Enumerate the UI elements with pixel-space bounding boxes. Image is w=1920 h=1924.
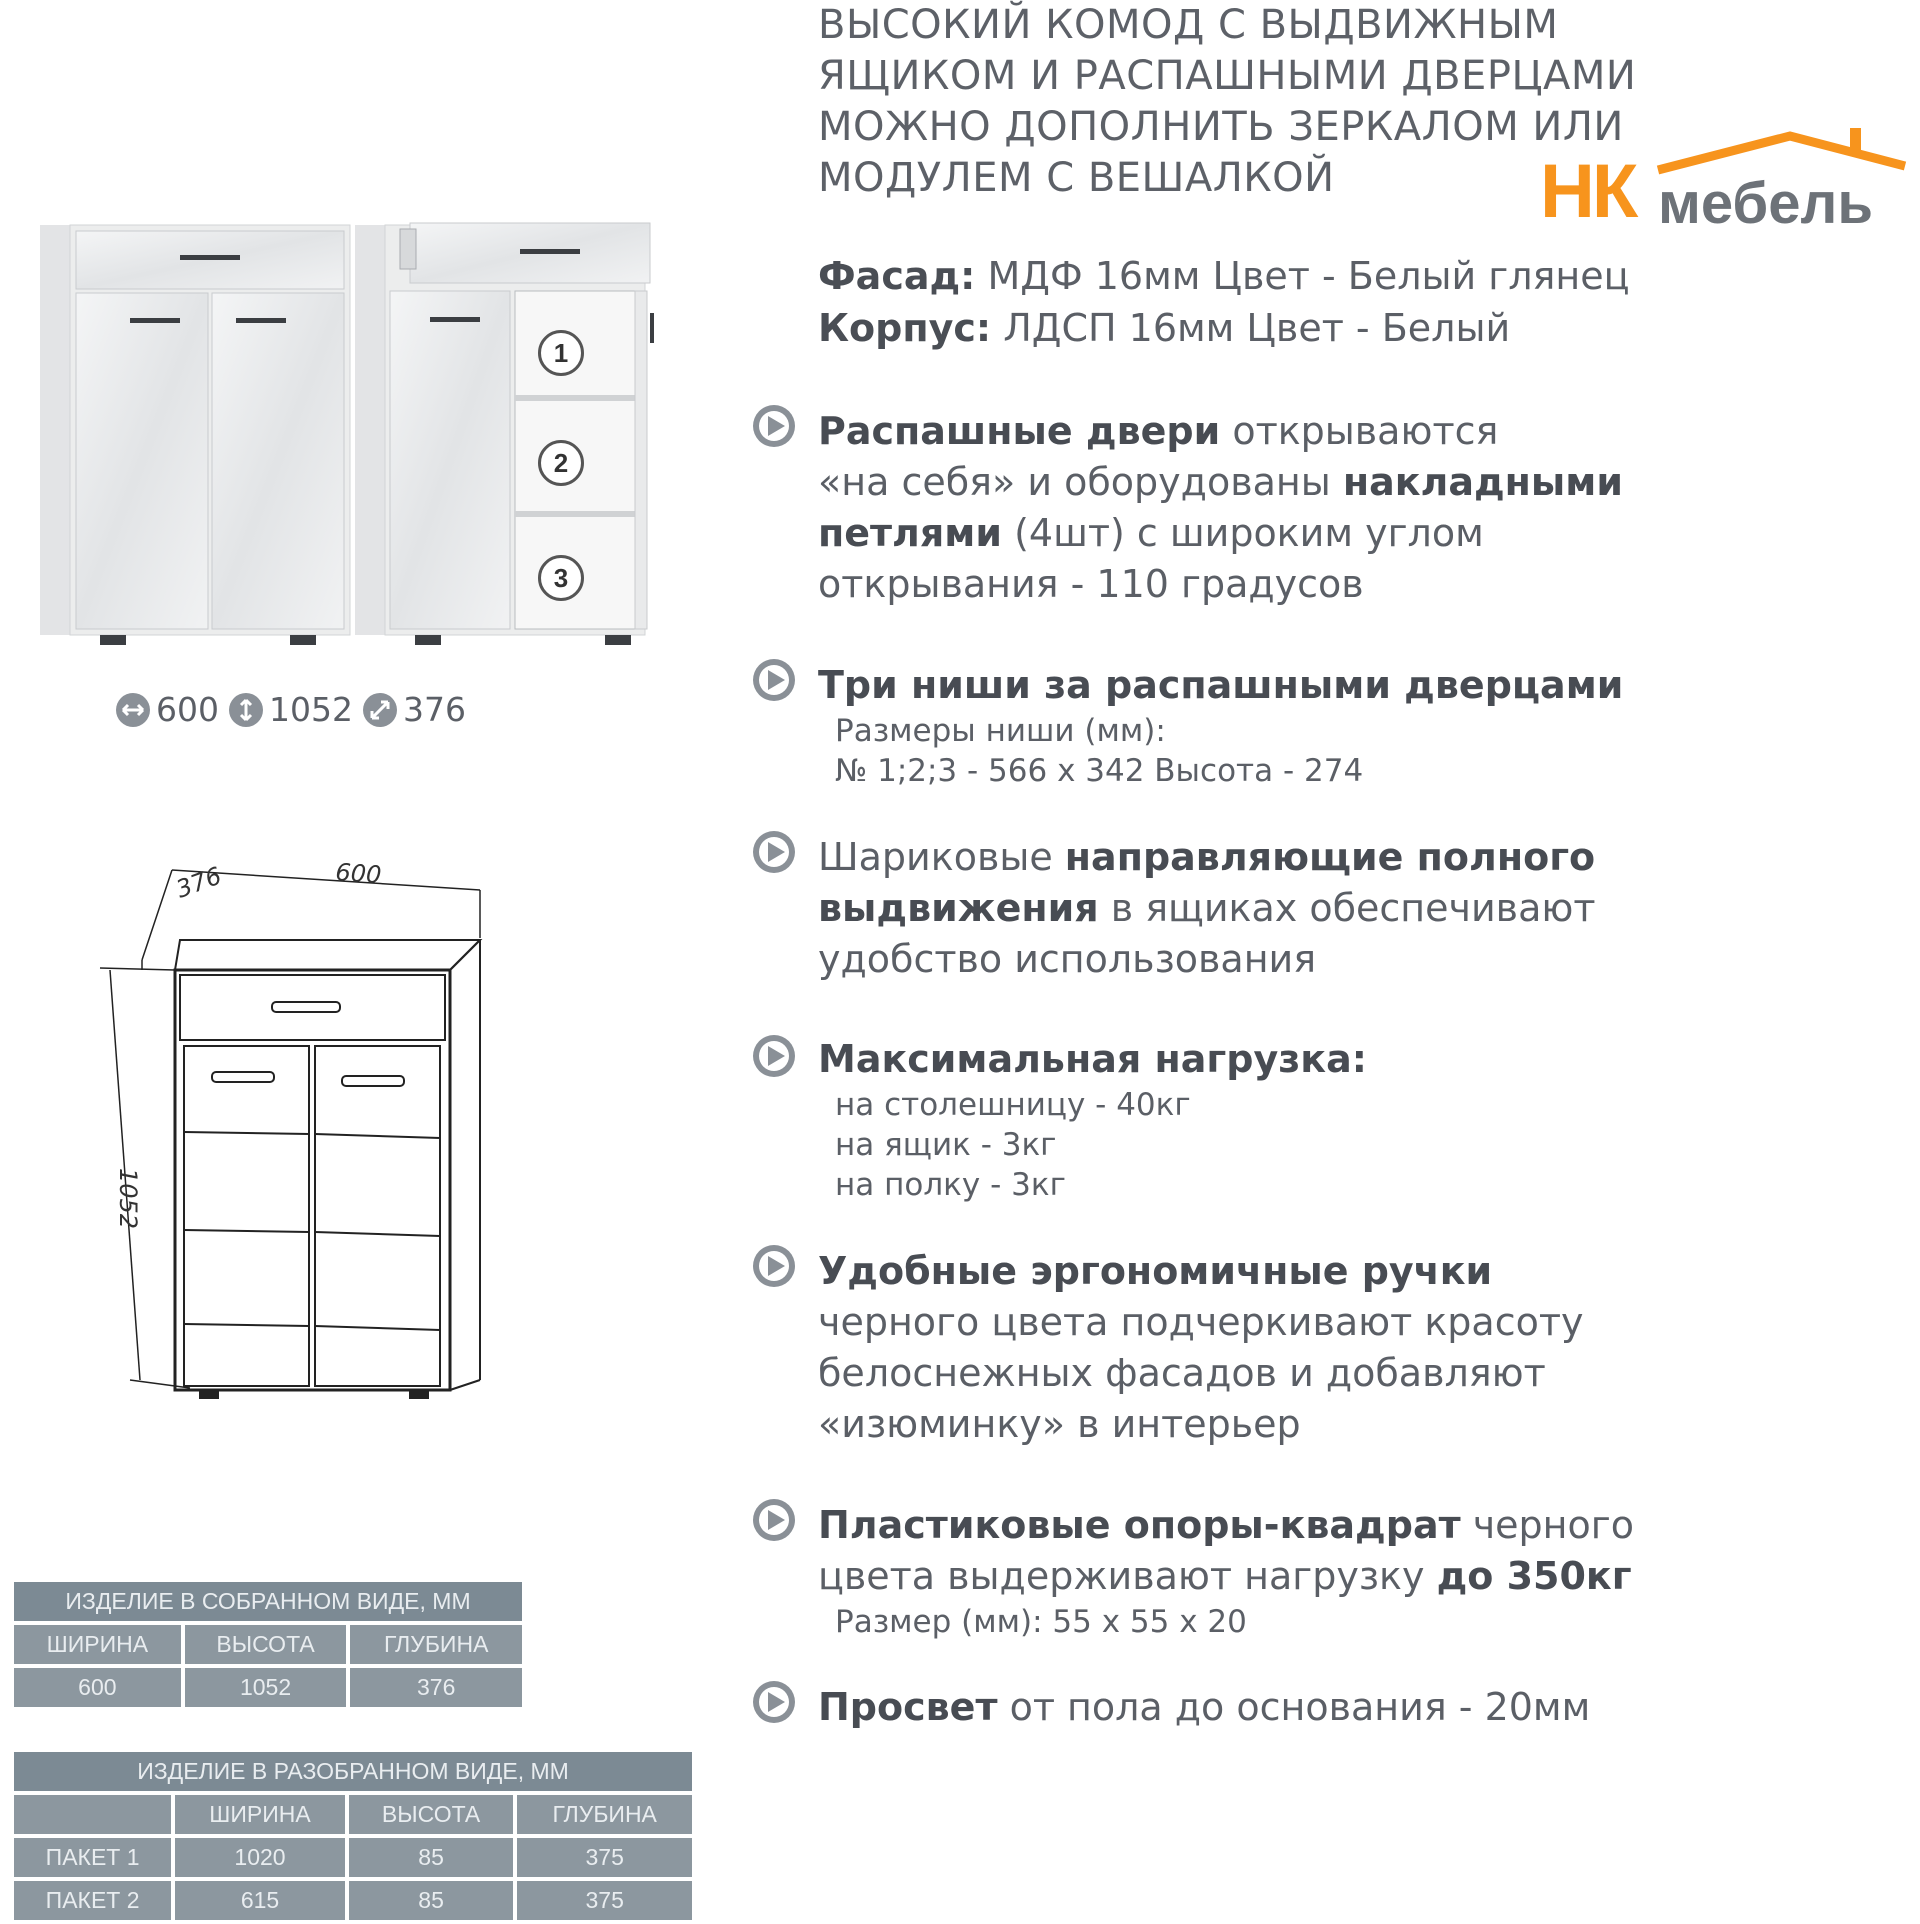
niche-badge: 1 <box>538 330 584 376</box>
feature-text: (4шт) с широким углом <box>1001 511 1484 555</box>
body-spec <box>818 306 1718 350</box>
cabinet-open <box>355 223 654 645</box>
facade-label: Фасад: <box>818 254 976 298</box>
dim-height: 1052 <box>269 690 353 729</box>
facade-value: МДФ 16мм Цвет - Белый глянец <box>975 254 1630 298</box>
feature-bold: Удобные эргономичные ручки <box>818 1249 1493 1293</box>
feature-text: удобство использования <box>818 937 1317 981</box>
dimensions-row <box>116 690 476 729</box>
assembled-table <box>10 1578 526 1711</box>
intro-line: ВЫСОКИЙ КОМОД С ВЫДВИЖНЫМ <box>818 2 1559 48</box>
feature-subtext: № 1;2;3 - 566 х 342 Высота - 274 <box>835 753 1364 789</box>
table-header: ШИРИНА <box>14 1625 181 1664</box>
disassembled-title: ИЗДЕЛИЕ В РАЗОБРАННОМ ВИДЕ, ММ <box>14 1752 692 1791</box>
feature-bold: петлями <box>818 511 1002 555</box>
feature-rails <box>818 832 1698 985</box>
feature-bold: Распашные двери <box>818 409 1221 453</box>
table-cell: 1052 <box>185 1668 347 1707</box>
feature-text: открываются <box>1220 409 1499 453</box>
cabinet-closed <box>40 225 350 645</box>
play-bullet-icon <box>752 1680 796 1724</box>
feature-text: черного <box>1460 1503 1634 1547</box>
intro-line: ЯЩИКОМ И РАСПАШНЫМИ ДВЕРЦАМИ <box>818 53 1637 99</box>
depth-arrow-icon <box>363 693 397 727</box>
drawing-width-label: 600 <box>334 858 383 890</box>
feature-subtext: на столешницу - 40кг <box>835 1087 1191 1123</box>
feature-bold: выдвижения <box>818 886 1099 930</box>
table-cell: 375 <box>517 1881 692 1920</box>
feature-text: цвета выдерживают нагрузку <box>818 1554 1437 1598</box>
feature-bold: Просвет <box>818 1685 998 1729</box>
feature-text: Шариковые <box>818 835 1065 879</box>
feature-subtext: Размеры ниши (мм): <box>835 713 1166 749</box>
feature-text: открывания - 110 градусов <box>818 562 1364 606</box>
facade-spec <box>818 254 1718 298</box>
table-header: ГЛУБИНА <box>350 1625 522 1664</box>
feature-bold: Пластиковые опоры-квадрат <box>818 1503 1461 1547</box>
play-bullet-icon <box>752 658 796 702</box>
table-header: ГЛУБИНА <box>517 1795 692 1834</box>
technical-drawing <box>80 850 500 1430</box>
assembled-title: ИЗДЕЛИЕ В СОБРАННОМ ВИДЕ, ММ <box>14 1582 522 1621</box>
table-header: ШИРИНА <box>175 1795 345 1834</box>
play-bullet-icon <box>752 830 796 874</box>
table-cell: 85 <box>349 1881 514 1920</box>
table-cell: 1020 <box>175 1838 345 1877</box>
brand-logo <box>1540 128 1920 236</box>
table-cell: ПАКЕТ 2 <box>14 1881 171 1920</box>
play-bullet-icon <box>752 1034 796 1078</box>
table-cell: 376 <box>350 1668 522 1707</box>
feature-text: в ящиках обеспечивают <box>1098 886 1596 930</box>
feature-niches <box>818 660 1698 791</box>
feature-subtext: Размер (мм): 55 х 55 х 20 <box>835 1604 1247 1640</box>
feature-text: белоснежных фасадов и добавляют <box>818 1351 1546 1395</box>
feature-text: черного цвета подчеркивают красоту <box>818 1300 1584 1344</box>
disassembled-table <box>10 1748 696 1924</box>
feature-feet <box>818 1500 1698 1642</box>
feature-bold: Максимальная нагрузка: <box>818 1037 1367 1081</box>
table-cell: 375 <box>517 1838 692 1877</box>
feature-bold: направляющие полного <box>1064 835 1596 879</box>
intro-line: МОЖНО ДОПОЛНИТЬ ЗЕРКАЛОМ ИЛИ <box>818 104 1624 150</box>
feature-handles <box>818 1246 1698 1450</box>
table-cell: 600 <box>14 1668 181 1707</box>
dim-width: 600 <box>156 690 219 729</box>
drawing-depth-label: 376 <box>172 861 226 904</box>
table-cell: 615 <box>175 1881 345 1920</box>
feature-bold: Три ниши за распашными дверцами <box>818 663 1624 707</box>
table-cell: ПАКЕТ 1 <box>14 1838 171 1877</box>
feature-subtext: на полку - 3кг <box>835 1167 1066 1203</box>
table-header: ВЫСОТА <box>349 1795 514 1834</box>
table-row <box>14 1881 692 1920</box>
table-header: ВЫСОТА <box>185 1625 347 1664</box>
play-bullet-icon <box>752 1244 796 1288</box>
niche-badge: 2 <box>538 440 584 486</box>
body-label: Корпус: <box>818 306 992 350</box>
feature-bold: накладными <box>1342 460 1623 504</box>
niche-badge: 3 <box>538 555 584 601</box>
feature-clearance <box>818 1682 1698 1733</box>
intro-line: МОДУЛЕМ С ВЕШАЛКОЙ <box>818 155 1335 201</box>
table-cell: 85 <box>349 1838 514 1877</box>
feature-load <box>818 1034 1698 1205</box>
width-arrow-icon <box>116 693 150 727</box>
body-value: ЛДСП 16мм Цвет - Белый <box>991 306 1511 350</box>
play-bullet-icon <box>752 404 796 448</box>
feature-doors <box>818 406 1698 610</box>
drawing-height-label: 1052 <box>114 1168 142 1230</box>
feature-text: «на себя» и оборудованы <box>818 460 1343 504</box>
logo-word: мебель <box>1658 171 1873 236</box>
feature-subtext: на ящик - 3кг <box>835 1127 1057 1163</box>
play-bullet-icon <box>752 1498 796 1542</box>
table-header <box>14 1795 171 1834</box>
feature-text: «изюминку» в интерьер <box>818 1402 1301 1446</box>
dim-depth: 376 <box>402 690 466 729</box>
feature-text: от пола до основания - 20мм <box>997 1685 1591 1729</box>
height-arrow-icon <box>229 693 263 727</box>
feature-bold: до 350кг <box>1436 1554 1632 1598</box>
logo-hk: НК <box>1540 149 1636 234</box>
table-row <box>14 1838 692 1877</box>
